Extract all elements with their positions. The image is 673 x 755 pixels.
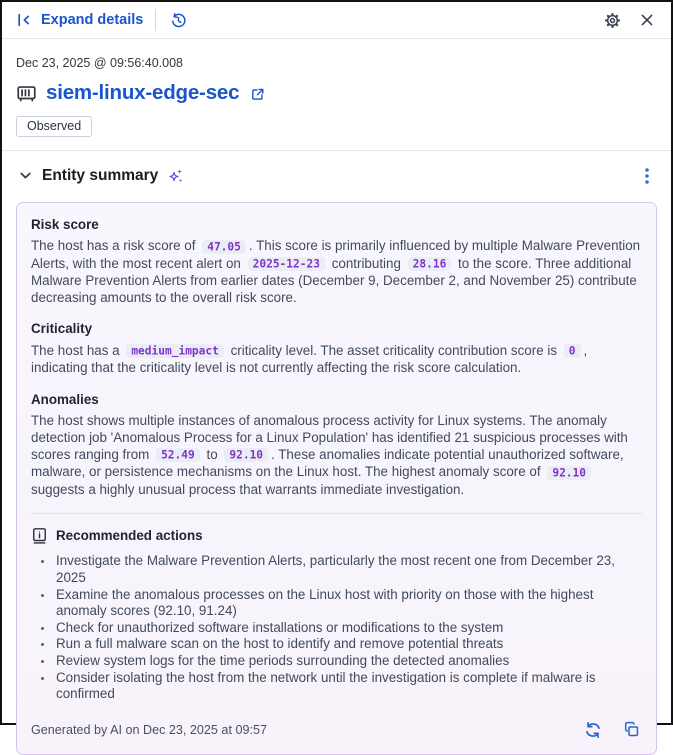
popout-icon: [250, 87, 265, 102]
time-refresh-icon: [170, 12, 187, 29]
copy-button[interactable]: [621, 719, 642, 740]
inline-code-value: 2025-12-23: [248, 257, 325, 271]
recommended-action-item: • Run a full malware scan on the host to identify and remove potential threats: [54, 636, 642, 653]
recommended-action-item: • Examine the anomalous processes on the Linux host with priority on those with the highest anomaly scores (92.10, 91.24): [54, 587, 642, 620]
summary-sections: [31, 216, 642, 513]
inline-code-value: 52.49: [156, 448, 200, 462]
observed-badge: Observed: [16, 116, 92, 137]
recommended-action-item: • Consider isolating the host from the network until the investigation is complete if malware is confirmed: [54, 670, 642, 703]
refresh-icon: [584, 721, 602, 739]
generated-by-ai-text: Generated by AI on Dec 23, 2025 at 09:57: [31, 722, 267, 737]
section-paragraph: The host has a risk score of 47.05 . This score is primarily influenced by multiple Malware Prevention Alerts, with the most recent alert on 2025-12-23 contributing 28.16 to the score. Three additional Malware Prevention Alerts from earlier dates (December 9, December 2, and November 25) contribute decreasing amounts to the overall risk score.: [31, 238, 641, 305]
recommended-actions-title: Recommended actions: [56, 528, 203, 544]
section-heading: Anomalies: [31, 392, 99, 407]
expand-details-label: Expand details: [41, 12, 144, 28]
header-actions: [602, 10, 657, 31]
section-heading: Criticality: [31, 321, 93, 337]
summary-menu-button[interactable]: [637, 164, 657, 188]
ai-sparkles-icon: [166, 166, 186, 186]
section-paragraph: The host has a medium_impact criticality level. The asset criticality contribution score is 0 , indicating that the criticality level is not currently affecting the risk score calculation.: [31, 342, 588, 376]
section-paragraph: The host shows multiple instances of anomalous process activity for Linux systems. The anomaly detection job 'Anomalous Process for a Linux Population' has identified 21 suspicious processes with scores ranging from 52.49 to 92.10 . These anomalies indicate potential unauthorized software, malware, or persistence mechanisms on the Linux host. The highest anomaly score of 92.10 suggests a highly unusual process that warrants immediate investigation.: [31, 413, 628, 497]
settings-button[interactable]: [602, 10, 623, 31]
ai-summary-panel: [16, 202, 657, 755]
open-entity-button[interactable]: [248, 85, 267, 104]
recommended-actions-list: [31, 553, 642, 702]
chevron-down-icon: [18, 168, 33, 183]
inline-code-value: 28.16: [408, 257, 452, 271]
close-button[interactable]: [637, 10, 657, 30]
section-heading: Risk score: [31, 216, 99, 232]
history-button[interactable]: [168, 10, 189, 31]
expand-details-button[interactable]: [16, 12, 143, 28]
host-storage-icon: [16, 83, 37, 104]
regenerate-button[interactable]: [582, 719, 604, 741]
recommended-action-item: • Review system logs for the time periods surrounding the detected anomalies: [54, 653, 642, 670]
inline-code-value: 92.10: [224, 448, 268, 462]
close-icon: [639, 12, 655, 28]
summary-section-title: Entity summary: [42, 166, 159, 184]
inline-code-value: 47.05: [202, 240, 246, 254]
summary-footer-actions: [582, 719, 642, 741]
gear-icon: [604, 12, 621, 29]
inline-code-value: medium_impact: [126, 344, 224, 358]
panel-divider: [31, 513, 642, 514]
event-timestamp: Dec 23, 2025 @ 09:56:40.008: [16, 56, 183, 70]
inline-code-value: 0: [564, 344, 581, 358]
entity-name-link[interactable]: siem-linux-edge-sec: [46, 81, 240, 104]
collapse-summary-button[interactable]: [16, 166, 35, 185]
section-divider: [2, 150, 671, 151]
copy-icon: [623, 721, 640, 738]
book-info-icon: [31, 527, 48, 544]
arrow-to-start-icon: [16, 12, 32, 28]
inline-code-value: 92.10: [547, 466, 591, 480]
recommended-action-item: • Investigate the Malware Prevention Alerts, particularly the most recent one from December 23, 2025: [54, 553, 642, 586]
vertical-ellipsis-icon: [639, 166, 655, 186]
flyout-header-bar: [2, 2, 671, 39]
header-divider: [155, 9, 156, 31]
recommended-action-item: • Check for unauthorized software installations or modifications to the system: [54, 620, 642, 637]
